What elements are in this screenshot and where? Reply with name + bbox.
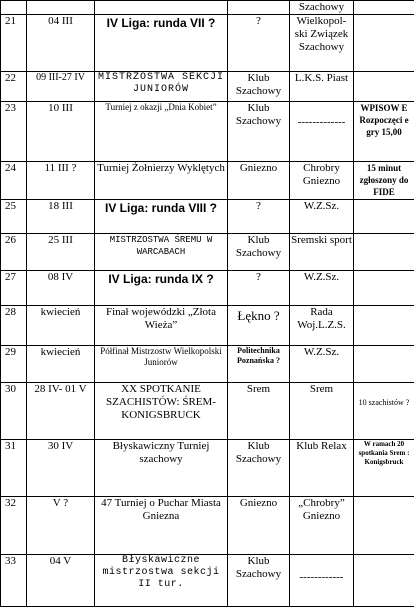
row-date: V ? [27,497,95,555]
row-place: ? [228,200,290,234]
row-place: Politechnika Poznańska ? [228,346,290,383]
row-date: 28 IV- 01 V [27,383,95,440]
row-number: 29 [1,346,27,383]
table-row [1,306,414,346]
row-notes: 15 minut zgłoszony do FIDE [354,162,414,200]
row-place: Srem [228,383,290,440]
row-date: kwiecień [27,306,95,346]
row-number: 21 [1,15,27,72]
row-notes: 10 szachistów ? [354,383,414,440]
row-notes [354,72,414,102]
row-place: ? [228,271,290,306]
row-notes [354,200,414,234]
table-row [1,440,414,497]
table-row [1,200,414,234]
table-row [1,271,414,306]
row-organizer: Srem [290,383,354,440]
row-number: 32 [1,497,27,555]
row-number: 22 [1,72,27,102]
row-date: 04 V [27,555,95,607]
table-row [1,555,414,607]
row-place: Klub Szachowy [228,102,290,162]
row-notes [354,497,414,555]
table-row [1,72,414,102]
row-event: IV Liga: runda VIII ? [95,200,228,234]
table-row [1,383,414,440]
row-organizer: L.K.S. Piast [290,72,354,102]
row-place: Klub Szachowy [228,440,290,497]
table-row [1,15,414,72]
row-notes [354,15,414,72]
row-place: Klub Szachowy [228,555,290,607]
row-date: 18 III [27,200,95,234]
row-event: IV Liga: runda IX ? [95,271,228,306]
row-place: Gniezno [228,497,290,555]
row-organizer: „Chrobry” Gniezno [290,497,354,555]
row-notes [354,346,414,383]
row-event: Turniej Żołnierzy Wyklętych [95,162,228,200]
row-organizer: Klub Relax [290,440,354,497]
row-place: ? [228,15,290,72]
table-row [1,234,414,271]
row-event: XX SPOTKANIE SZACHISTÓW: ŚREM-KONIGSBRUCK [95,383,228,440]
row-event: Turniej z okazji „Dnia Kobiet” [95,102,228,162]
row-organizer: Sremski sport [290,234,354,271]
row-date: 09 III-27 IV [27,72,95,102]
row-place: Klub Szachowy [228,72,290,102]
organizer-cell: Szachowy [290,1,354,15]
table-row [1,102,414,162]
row-notes [354,555,414,607]
row-number: 33 [1,555,27,607]
row-notes: WPISOW E Rozpoczęci e gry 15,00 [354,102,414,162]
row-place: Gniezno [228,162,290,200]
row-number: 31 [1,440,27,497]
row-organizer: Wielkopol-ski Związek Szachowy [290,15,354,72]
row-event: MISTRZOSTWA SEKCJI JUNIORÓW [95,72,228,102]
table-row-top [1,1,414,15]
row-place: Klub Szachowy [228,234,290,271]
row-place: Łękno ? [228,306,290,346]
row-number: 27 [1,271,27,306]
row-date: 04 III [27,15,95,72]
row-number: 26 [1,234,27,271]
row-event: MISTRZOSTWA ŚREMU W WARCABACH [95,234,228,271]
row-organizer: Rada Woj.L.Z.S. [290,306,354,346]
row-event: Finał wojewódzki „Złota Wieża” [95,306,228,346]
row-event: Błyskawiczny Turniej szachowy [95,440,228,497]
row-number: 25 [1,200,27,234]
row-event: Błyskawiczne mistrzostwa sekcji II tur. [95,555,228,607]
table-row [1,346,414,383]
row-date: kwiecień [27,346,95,383]
row-organizer: W.Z.Sz. [290,271,354,306]
table-row [1,497,414,555]
row-organizer: W.Z.Sz. [290,200,354,234]
row-organizer: W.Z.Sz. [290,346,354,383]
row-notes [354,306,414,346]
row-date: 25 III [27,234,95,271]
row-event: IV Liga: runda VII ? [95,15,228,72]
row-date: 10 III [27,102,95,162]
row-number: 30 [1,383,27,440]
row-event: Półfinał Mistrzostw Wielkopolski Juniorów [95,346,228,383]
row-notes [354,234,414,271]
row-organizer: ------------- [290,102,354,162]
row-notes: W ramach 20 spotkania Srem : Konigsbruck [354,440,414,497]
row-event: 47 Turniej o Puchar Miasta Gniezna [95,497,228,555]
row-number: 28 [1,306,27,346]
row-date: 11 III ? [27,162,95,200]
row-date: 08 IV [27,271,95,306]
row-notes [354,271,414,306]
row-number: 24 [1,162,27,200]
row-organizer: ------------ [290,555,354,607]
table-row [1,162,414,200]
row-number: 23 [1,102,27,162]
row-date: 30 IV [27,440,95,497]
row-organizer: Chrobry Gniezno [290,162,354,200]
